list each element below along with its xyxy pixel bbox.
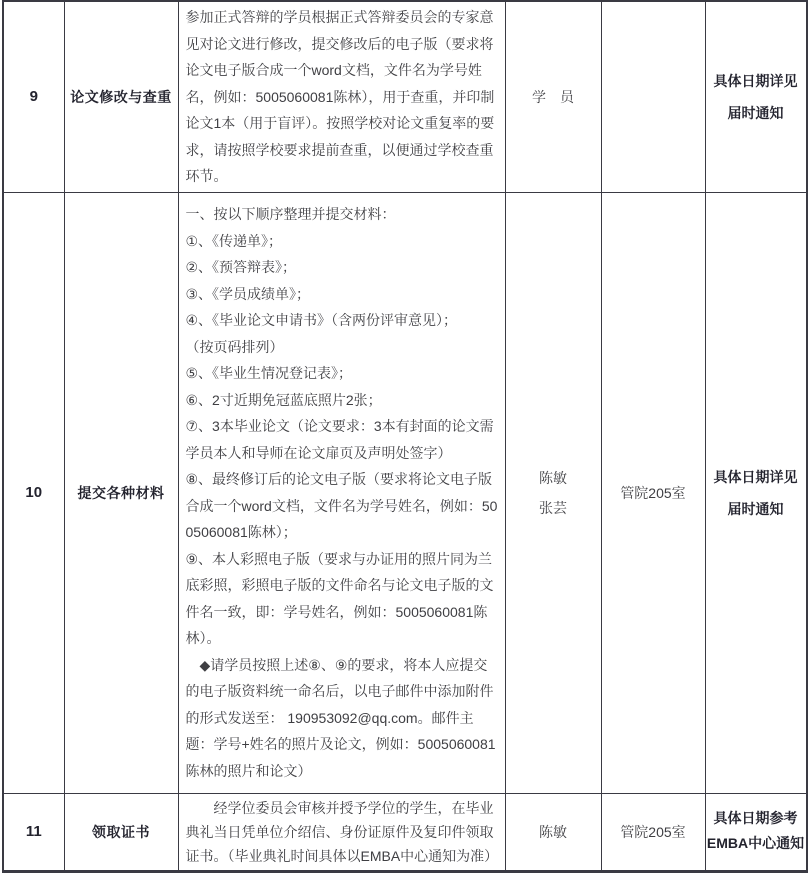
step-number: 11 bbox=[3, 793, 64, 871]
person-name: 陈敏 bbox=[539, 823, 567, 840]
desc-paragraph: ⑤、《毕业生情况登记表》； bbox=[185, 365, 353, 381]
desc-paragraph: ③、《学员成绩单》； bbox=[185, 285, 311, 302]
responsible-person-cell bbox=[505, 793, 601, 871]
responsible-person-cell bbox=[505, 1, 601, 192]
step-description bbox=[178, 1, 505, 192]
date-line: 届时通知 bbox=[727, 501, 784, 517]
desc-paragraph: ⑨、本人彩照电子版（要求与办证用的照片同为兰底彩照，彩照电子版的文件命名与论文电子版的文件名一致，即：学号姓名，例如：5005060081陈林）。 bbox=[185, 550, 494, 646]
desc-paragraph: ①、《传递单》； bbox=[185, 232, 283, 249]
desc-paragraph: （按页码排列） bbox=[185, 338, 284, 355]
location-cell bbox=[601, 793, 705, 871]
location-cell bbox=[601, 1, 705, 192]
desc-paragraph: ⑥、2寸近期免冠蓝底照片2张； bbox=[185, 391, 382, 408]
date-line: 具体日期参考 bbox=[713, 810, 798, 826]
responsible-person-cell bbox=[505, 192, 601, 793]
graduation-schedule-table bbox=[2, 0, 808, 873]
date-line: 具体日期详见 bbox=[713, 73, 798, 90]
step-title: 提交各种材料 bbox=[64, 192, 178, 793]
date-info-cell bbox=[705, 1, 807, 192]
person-name: 张芸 bbox=[539, 499, 567, 516]
step-description bbox=[178, 793, 505, 871]
location-cell bbox=[601, 192, 705, 793]
date-info-cell bbox=[705, 793, 807, 871]
date-line: 届时通知 bbox=[727, 105, 784, 122]
step-description bbox=[178, 192, 505, 793]
desc-paragraph: ⑧、最终修订后的论文电子版（要求将论文电子版合成一个word文档，文件名为学号姓名，例如：5005060081陈林）； bbox=[185, 471, 498, 540]
person-name: 学 员 bbox=[532, 88, 574, 105]
step-number: 9 bbox=[3, 1, 64, 192]
step-title: 领取证书 bbox=[64, 793, 178, 871]
desc-paragraph: 经学位委员会审核并授予学位的学生，在毕业典礼当日凭单位介绍信、身份证原件及复印件领取证书。（毕业典礼时间具体以EMBA中心通知为准） bbox=[185, 799, 499, 864]
location-text: 管院205室 bbox=[620, 484, 686, 501]
desc-paragraph: 一、按以下顺序整理并提交材料： bbox=[185, 206, 396, 222]
table-row-step-10 bbox=[3, 192, 807, 793]
date-info-cell bbox=[705, 192, 807, 793]
desc-paragraph-note: ◆请学员按照上述⑧、⑨的要求，将本人应提交的电子版资料统一命名后，以电子邮件中添加附件的形式发送至： 190953092@qq.com。邮件主题：学号+姓名的照片及论文，例如：5005060081陈林的照片和论文） bbox=[185, 656, 496, 779]
person-name: 陈敏 bbox=[539, 469, 567, 486]
table-row-step-11 bbox=[3, 793, 807, 871]
desc-paragraph: ④、《毕业论文申请书》（含两份评审意见）； bbox=[185, 312, 458, 328]
desc-paragraph: ②、《预答辩表》； bbox=[185, 259, 297, 275]
table-row-step-9 bbox=[3, 1, 807, 192]
step-title: 论文修改与查重 bbox=[64, 1, 178, 192]
date-line: EMBA中心通知 bbox=[706, 835, 805, 851]
location-text: 管院205室 bbox=[620, 823, 686, 840]
desc-paragraph: 参加正式答辩的学员根据正式答辩委员会的专家意见对论文进行修改，提交修改后的电子版（要求将论文电子版合成一个word文档，文件名为学号姓名，例如：5005060081陈林），用于查重，并印制论文1本（用于盲评）。按照学校对论文重复率的要求，请按照学校要求提前查重，以便通过学校查重环节。 bbox=[185, 9, 495, 184]
step-number: 10 bbox=[3, 192, 64, 793]
desc-paragraph: ⑦、3本毕业论文（论文要求：3本有封面的论文需学员本人和导师在论文扉页及声明处签字） bbox=[185, 418, 494, 461]
date-line: 具体日期详见 bbox=[713, 469, 798, 485]
